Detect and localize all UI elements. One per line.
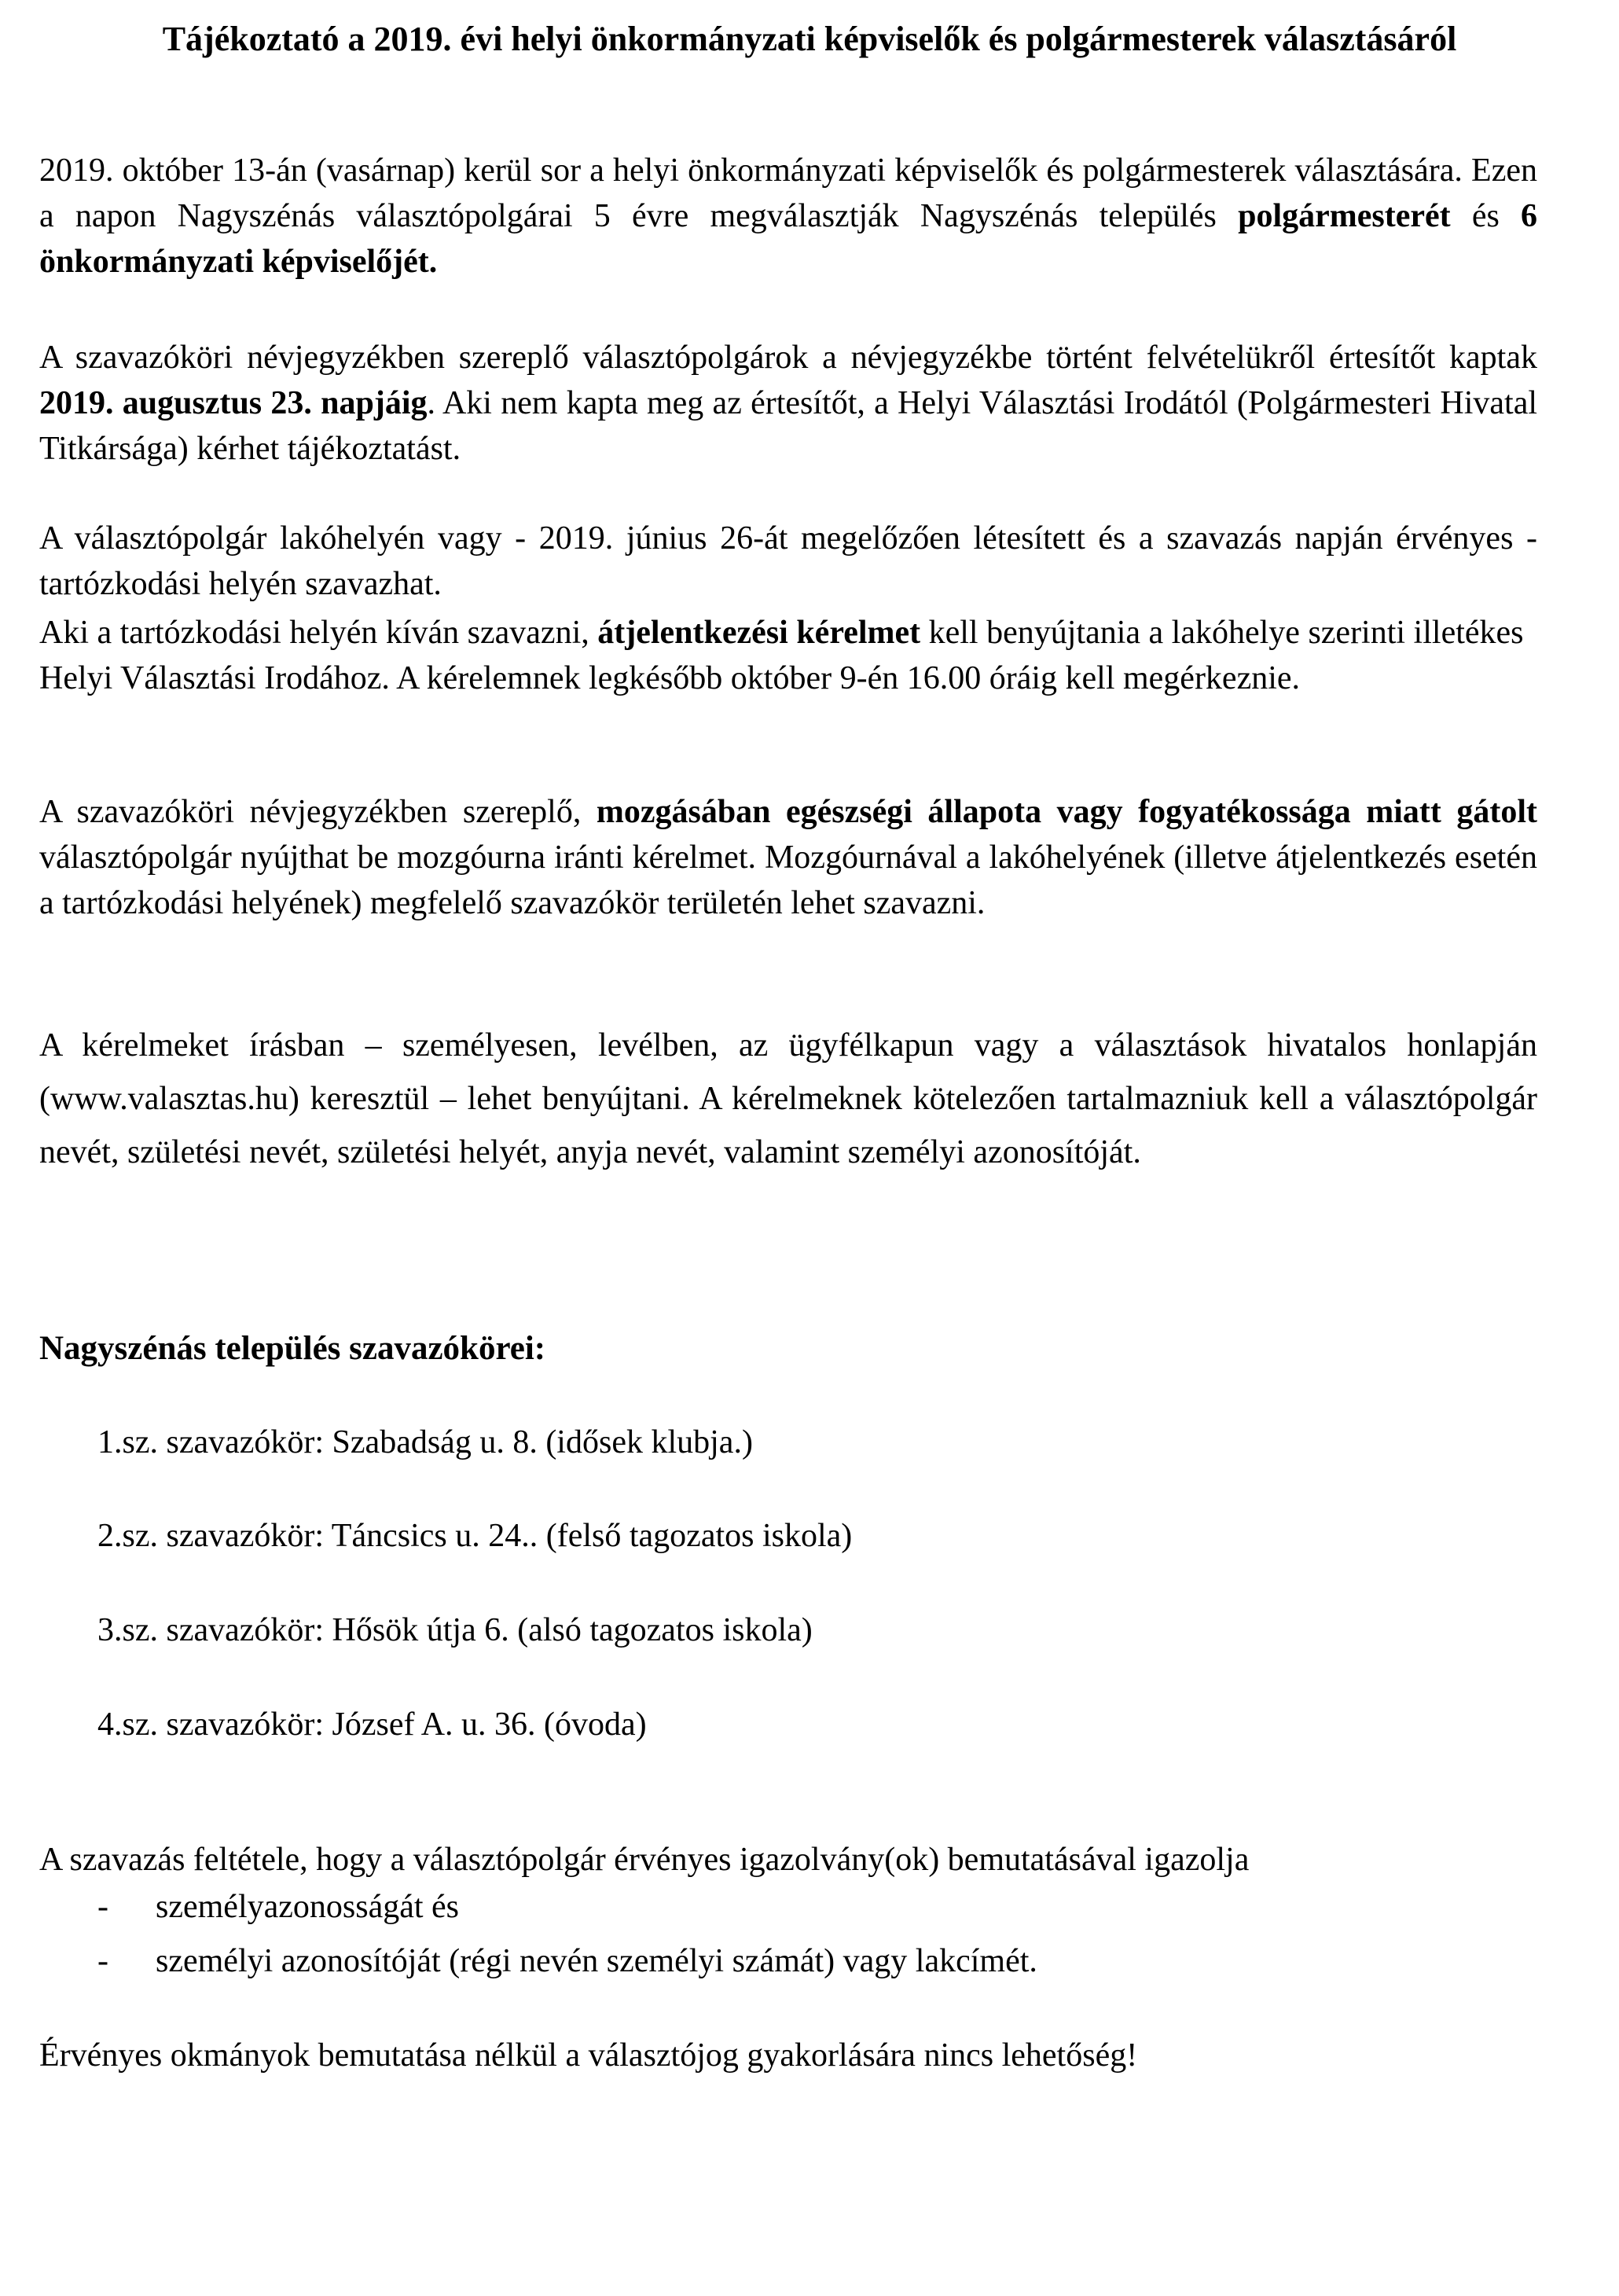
- district-item: 2.sz. szavazókör: Táncsics u. 24.. (felső tagozatos iskola): [97, 1518, 853, 1554]
- district-item: 1.sz. szavazókör: Szabadság u. 8. (idősek klubja.): [97, 1424, 753, 1460]
- bold-text: mozgásában egészségi állapota vagy fogyatékossága miatt gátolt: [596, 794, 1537, 830]
- paragraph-notification: [39, 335, 1537, 472]
- paragraph-text: A szavazóköri névjegyzékben szereplő választópolgárok a névjegyzékbe történt felvételükről értesítőt kaptak: [39, 340, 1537, 376]
- paragraph-voting-location: [39, 516, 1537, 607]
- paragraph-transfer-request: [39, 610, 1537, 701]
- district-item: 4.sz. szavazókör: József A. u. 36. (óvoda): [97, 1706, 647, 1743]
- bold-text: átjelentkezési kérelmet: [597, 615, 921, 651]
- paragraph-submission: [39, 1019, 1537, 1179]
- bold-text: polgármesterét: [1238, 198, 1451, 234]
- condition-text: személyazonosságát és: [156, 1889, 460, 1925]
- paragraph-election-date: [39, 148, 1537, 285]
- paragraph-text: Aki a tartózkodási helyén kíván szavazni,: [39, 615, 598, 651]
- list-bullet: -: [97, 1943, 108, 1979]
- districts-heading: Nagyszénás település szavazókörei:: [39, 1330, 546, 1367]
- paragraph-text: és: [1450, 198, 1521, 234]
- document-title: Tájékoztató a 2019. évi helyi önkormányzati képviselők és polgármesterek választásáról: [162, 20, 1457, 58]
- bold-text: 2019. augusztus 23. napjáig: [39, 385, 428, 421]
- condition-text: személyi azonosítóját (régi nevén személyi számát) vagy lakcímét.: [156, 1943, 1037, 1979]
- paragraph-text: választópolgár nyújthat be mozgóurna iránti kérelmet. Mozgóurnával a lakóhelyének (illetve átjelentkezés esetén a tartózkodási helyének) megfelelő szavazókör területén lehet szavazni.: [39, 839, 1537, 921]
- final-note: Érvényes okmányok bemutatása nélkül a választójog gyakorlására nincs lehetőség!: [39, 2037, 1138, 2074]
- list-bullet: -: [97, 1889, 108, 1925]
- paragraph-text: A kérelmeket írásban – személyesen, levélben, az ügyfélkapun vagy a választások hivatalos honlapján (www.valasztas.hu) keresztül – lehet benyújtani. A kérelmeknek kötelezően tartalmazniuk kell a választópolgár nevét, születési nevét, születési helyét, anyja nevét, valamint személyi azonosítóját.: [39, 1027, 1537, 1170]
- paragraph-mobile-ballot-box: [39, 789, 1537, 926]
- paragraph-text: A szavazóköri névjegyzékben szereplő,: [39, 794, 597, 830]
- district-item: 3.sz. szavazókör: Hősök útja 6. (alsó tagozatos iskola): [97, 1612, 813, 1648]
- bold-text: 6 önkormányzati képviselőjét.: [39, 198, 1537, 280]
- paragraph-text: A választópolgár lakóhelyén vagy - 2019. június 26-át megelőzően létesített és a szavazás napján érvényes - tartózkodási helyén szavazhat.: [39, 520, 1537, 602]
- paragraph-text: 2019. október 13-án (vasárnap) kerül sor a helyi önkormányzati képviselők és polgármesterek választására. Ezen a napon Nagyszénás választópolgárai 5 évre megválasztják Nagyszénás település: [39, 152, 1537, 234]
- paragraph-text: . Aki nem kapta meg az értesítőt, a Helyi Választási Irodától (Polgármesteri Hivatal Titkársága) kérhet tájékoztatást.: [39, 385, 1538, 467]
- conditions-intro: A szavazás feltétele, hogy a választópolgár érvényes igazolvány(ok) bemutatásával igazolja: [39, 1842, 1250, 1878]
- paragraph-text: kell benyújtania a lakóhelye szerinti illetékes Helyi Választási Irodához. A kérelemnek legkésőbb október 9-én 16.00 óráig kell megérkeznie.: [39, 615, 1524, 696]
